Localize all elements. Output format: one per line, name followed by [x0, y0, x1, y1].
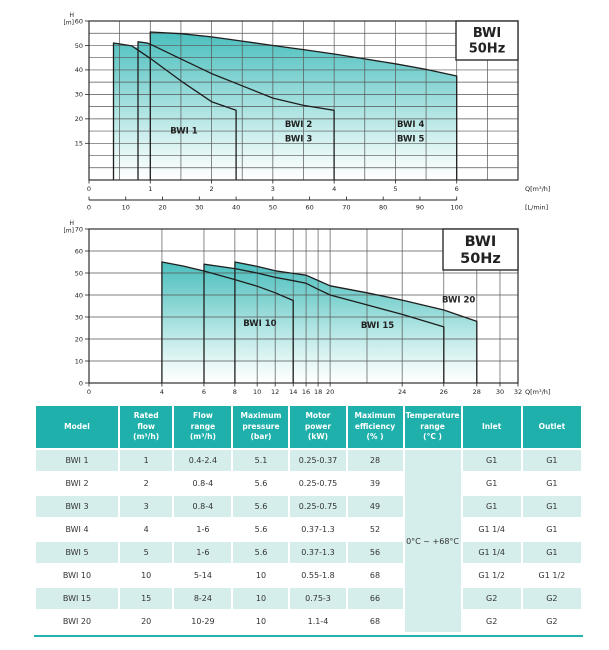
cell: 0.55-1.8 [290, 565, 345, 586]
svg-text:8: 8 [232, 388, 237, 396]
svg-text:30: 30 [195, 203, 204, 212]
cell: 39 [348, 473, 403, 494]
cell: 15 [120, 588, 172, 609]
table-row-bwi-15 [36, 588, 581, 609]
cell: 2 [120, 473, 172, 494]
column-header-temperature: Temperature range (°C ) [405, 406, 461, 448]
cell: 5.6 [233, 542, 288, 563]
x-axis-title: Q[m³/h] [525, 388, 551, 396]
cell: 10-29 [174, 611, 231, 632]
cell: 0.4-2.4 [174, 450, 231, 471]
svg-text:50Hz: 50Hz [468, 41, 506, 57]
cell: G1 1/4 [463, 519, 521, 540]
svg-text:20: 20 [74, 115, 83, 124]
cell: 0.8-4 [174, 473, 231, 494]
cell: 8-24 [174, 588, 231, 609]
cell: 68 [348, 565, 403, 586]
cell: 4 [120, 519, 172, 540]
cell: 0.37-1.3 [290, 542, 345, 563]
cell: 68 [348, 611, 403, 632]
svg-text:BWI: BWI [464, 233, 497, 250]
secondary-axis-lmin [87, 197, 548, 212]
cell: 66 [348, 588, 403, 609]
cell: BWI 10 [36, 565, 118, 586]
svg-text:BWI 15: BWI 15 [360, 321, 395, 331]
svg-text:28: 28 [472, 388, 481, 396]
cell: BWI 2 [36, 473, 118, 494]
cell: 1.1-4 [290, 611, 345, 632]
table-row-bwi-2 [36, 473, 581, 494]
pump-operating-area-fill [114, 32, 457, 180]
column-header-rated: Rated flow (m³/h) [120, 406, 172, 448]
svg-text:BWI 2: BWI 2 [284, 120, 313, 131]
column-header-maximum: Maximum pressure (bar) [233, 406, 288, 448]
y-axis-title: H [69, 220, 74, 227]
cell: BWI 15 [36, 588, 118, 609]
cell: 0.25-0.37 [290, 450, 345, 471]
x-axis-labels [87, 383, 551, 396]
svg-text:26: 26 [439, 388, 448, 396]
column-header-outlet: Outlet [523, 406, 581, 448]
svg-text:10: 10 [253, 388, 262, 396]
cell: 10 [233, 565, 288, 586]
svg-text:24: 24 [398, 388, 407, 396]
cell: 1-6 [174, 542, 231, 563]
cell: G1 [523, 496, 581, 517]
cell: 5 [120, 542, 172, 563]
cell: 5.6 [233, 473, 288, 494]
svg-text:70: 70 [74, 225, 83, 234]
svg-text:60: 60 [305, 203, 314, 212]
svg-text:60: 60 [74, 17, 83, 26]
temperature-range-merged-cell: 0°C ~ +68°C [405, 450, 461, 632]
svg-text:6: 6 [454, 185, 459, 193]
column-header-flow: Flow range (m³/h) [174, 406, 231, 448]
cell: BWI 1 [36, 450, 118, 471]
svg-text:0: 0 [86, 185, 92, 193]
svg-text:4: 4 [332, 185, 337, 193]
cell: G1 [523, 473, 581, 494]
cell: 1 [120, 450, 172, 471]
cell: G2 [463, 611, 521, 632]
cell: 0.25-0.75 [290, 496, 345, 517]
svg-text:50Hz: 50Hz [460, 250, 501, 267]
cell: 52 [348, 519, 403, 540]
svg-text:0: 0 [86, 203, 92, 212]
table-header-row [36, 406, 581, 448]
table-row-bwi-20 [36, 611, 581, 632]
cell: G1 [523, 450, 581, 471]
cell: 1-6 [174, 519, 231, 540]
cell: BWI 3 [36, 496, 118, 517]
svg-text:16: 16 [301, 388, 311, 396]
cell: BWI 4 [36, 519, 118, 540]
svg-text:0: 0 [86, 388, 92, 396]
svg-text:80: 80 [379, 203, 388, 212]
cell: 10 [120, 565, 172, 586]
cell: 5.6 [233, 519, 288, 540]
pump-curve-chart-large-models [0, 218, 609, 400]
frequency-badge [456, 21, 518, 60]
svg-text:4: 4 [159, 388, 165, 396]
svg-text:20: 20 [325, 388, 335, 396]
y-axis-title: H [69, 12, 74, 19]
svg-text:18: 18 [313, 388, 323, 396]
cell: 3 [120, 496, 172, 517]
svg-text:30: 30 [74, 90, 83, 99]
cell: G1 [463, 473, 521, 494]
x-axis-title: Q[m³/h] [525, 185, 551, 193]
cell: BWI 5 [36, 542, 118, 563]
cell: G1 1/2 [523, 565, 581, 586]
cell: 0.75-3 [290, 588, 345, 609]
svg-text:90: 90 [415, 203, 425, 212]
chart1-svg [0, 0, 609, 218]
cell: G2 [523, 588, 581, 609]
cell: 28 [348, 450, 403, 471]
svg-text:6: 6 [201, 388, 207, 396]
svg-text:BWI 3: BWI 3 [284, 134, 313, 145]
svg-text:50: 50 [74, 269, 83, 278]
column-header-inlet: Inlet [463, 406, 521, 448]
y-axis-labels [63, 12, 89, 148]
svg-text:BWI 1: BWI 1 [170, 126, 198, 137]
cell: 5-14 [174, 565, 231, 586]
svg-text:50: 50 [268, 203, 277, 212]
svg-text:5: 5 [393, 185, 398, 193]
svg-text:1: 1 [148, 185, 153, 193]
svg-text:30: 30 [495, 388, 505, 396]
x-axis-labels [87, 180, 551, 193]
cell: 5.6 [233, 496, 288, 517]
table-row-bwi-3 [36, 496, 581, 517]
y-axis-title: [m] [63, 19, 74, 27]
y-axis-title: [m] [63, 227, 74, 235]
svg-text:BWI 5: BWI 5 [397, 134, 425, 145]
cell: 49 [348, 496, 403, 517]
secondary-axis-title: [L/min] [525, 203, 549, 212]
svg-text:20: 20 [158, 203, 167, 212]
frequency-badge [443, 229, 518, 270]
svg-text:15: 15 [74, 139, 83, 148]
svg-text:3: 3 [270, 185, 275, 193]
cell: G2 [523, 611, 581, 632]
svg-text:40: 40 [74, 66, 83, 75]
specifications-table-wrap [34, 404, 583, 637]
cell: BWI 20 [36, 611, 118, 632]
pump-curve-chart-small-models [0, 0, 609, 218]
specifications-table [34, 404, 583, 634]
svg-text:70: 70 [342, 203, 351, 212]
svg-text:60: 60 [74, 247, 83, 256]
column-header-model: Model [36, 406, 118, 448]
svg-text:14: 14 [289, 388, 298, 396]
svg-text:100: 100 [450, 203, 463, 212]
cell: G1 1/2 [463, 565, 521, 586]
column-header-motor: Motor power (kW) [290, 406, 345, 448]
svg-text:40: 40 [74, 291, 83, 300]
cell: G2 [463, 588, 521, 609]
cell: G1 1/4 [463, 542, 521, 563]
cell: 0.8-4 [174, 496, 231, 517]
svg-text:20: 20 [74, 335, 83, 344]
table-row-bwi-4 [36, 519, 581, 540]
svg-text:40: 40 [231, 203, 241, 212]
cell: 0.37-1.3 [290, 519, 345, 540]
cell: 10 [233, 611, 288, 632]
cell: G1 [523, 519, 581, 540]
svg-text:12: 12 [271, 388, 280, 396]
svg-text:30: 30 [74, 313, 83, 322]
svg-text:0: 0 [78, 379, 83, 388]
cell: 20 [120, 611, 172, 632]
svg-text:10: 10 [121, 203, 130, 212]
cell: 56 [348, 542, 403, 563]
svg-text:50: 50 [74, 41, 83, 50]
cell: 10 [233, 588, 288, 609]
table-row-bwi-1 [36, 450, 581, 471]
y-axis-labels [63, 220, 89, 387]
table-row-bwi-10 [36, 565, 581, 586]
svg-text:BWI 20: BWI 20 [441, 295, 476, 306]
cell: G1 [463, 450, 521, 471]
column-header-maximum: Maximum efficiency (% ) [348, 406, 403, 448]
cell: G1 [523, 542, 581, 563]
svg-text:2: 2 [209, 185, 214, 193]
svg-text:10: 10 [74, 357, 83, 366]
svg-text:32: 32 [513, 388, 523, 396]
svg-text:BWI: BWI [472, 25, 502, 41]
cell: 0.25-0.75 [290, 473, 345, 494]
svg-text:BWI 4: BWI 4 [397, 120, 425, 131]
cell: 5.1 [233, 450, 288, 471]
cell: G1 [463, 496, 521, 517]
table-row-bwi-5 [36, 542, 581, 563]
chart2-svg [0, 218, 609, 400]
svg-text:BWI 10: BWI 10 [243, 318, 277, 329]
